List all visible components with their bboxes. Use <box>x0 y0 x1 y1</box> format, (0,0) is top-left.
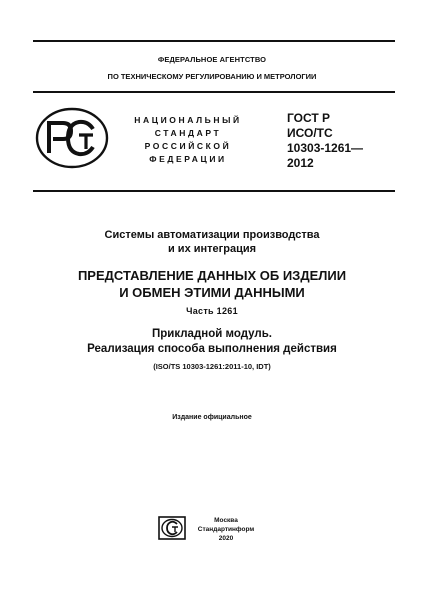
designation-line: ИСО/ТС <box>287 126 333 140</box>
module-title-line: Прикладной модуль. <box>152 328 272 340</box>
standard-type-line: НАЦИОНАЛЬНЫЙ <box>134 115 242 125</box>
standartinform-logo-icon <box>158 516 186 540</box>
series-title-line: и их интеграция <box>167 243 257 255</box>
top-rule <box>33 40 395 42</box>
series-title-line: Системы автоматизации производства <box>104 229 320 241</box>
iso-reference: (ISO/TS 10303-1261:2011-10, IDT) <box>153 362 271 371</box>
standard-designation <box>287 111 397 171</box>
publisher-city: Москва <box>214 517 238 524</box>
main-title <box>0 267 424 301</box>
module-title <box>0 327 424 357</box>
publisher-info <box>196 516 256 543</box>
main-title-line: И ОБМЕН ЭТИМИ ДАННЫМИ <box>119 285 305 300</box>
series-title <box>0 228 424 256</box>
designation-line: 10303-1261— <box>287 141 364 155</box>
designation-line: 2012 <box>287 156 314 170</box>
standard-type-line: СТАНДАРТ <box>154 128 222 138</box>
standard-type-line: РОССИЙСКОЙ <box>144 141 232 151</box>
agency-name: ФЕДЕРАЛЬНОЕ АГЕНТСТВО <box>157 55 267 64</box>
main-title-line: ПРЕДСТАВЛЕНИЕ ДАННЫХ ОБ ИЗДЕЛИИ <box>77 268 347 283</box>
title-top-rule <box>33 190 395 192</box>
header-bottom-rule <box>33 91 395 93</box>
publisher-name: Стандартинформ <box>197 526 255 533</box>
standard-type <box>118 114 258 166</box>
designation-line: ГОСТ Р <box>287 111 331 125</box>
edition-label: Издание официальное <box>172 414 252 421</box>
agency-subtitle: ПО ТЕХНИЧЕСКОМУ РЕГУЛИРОВАНИЮ И МЕТРОЛОГИИ <box>107 72 317 81</box>
standard-type-line: ФЕДЕРАЦИИ <box>149 154 227 164</box>
publisher-year: 2020 <box>218 535 234 542</box>
gost-r-logo-icon <box>35 107 109 169</box>
part-number: Часть 1261 <box>186 306 238 316</box>
module-title-line: Реализация способа выполнения действия <box>87 343 337 355</box>
